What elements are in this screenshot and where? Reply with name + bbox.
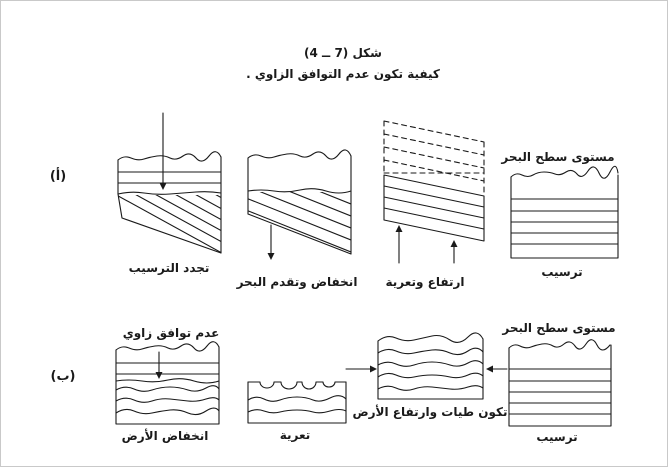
- arrow-head: [486, 366, 493, 373]
- unconformity-line: [116, 379, 219, 383]
- box-edges: [248, 382, 346, 423]
- down-arrow-icon: [156, 352, 163, 379]
- eroded-strata-dashed-lines: [384, 121, 484, 195]
- panel-a-deposition-diagram: [511, 166, 618, 258]
- row-a-label: (أ): [49, 169, 67, 184]
- figure-title: [246, 43, 440, 85]
- angular-unconformity-label: عدم توافق زاوي: [122, 326, 220, 340]
- panel-b-folding-uplift-caption: تكون طيات وارتفاع الأرض: [352, 405, 508, 419]
- panel-a-subsidence-diagram: [231, 150, 361, 260]
- strata-lines: [116, 363, 219, 374]
- wavy-sea-top-line: [116, 342, 219, 351]
- eroded-fold-top-line: [248, 382, 346, 389]
- down-arrow-icon: [268, 225, 275, 260]
- left-arrow-icon: [486, 366, 507, 373]
- panel-a-subsidence-caption: انخفاض وتقدم البحر: [236, 275, 358, 289]
- arrow-head: [396, 225, 403, 232]
- figure-number: شكل (7 ــ 4): [304, 46, 382, 60]
- panel-a-uplift-erosion-caption: ارتفاع وتعرية: [385, 275, 465, 289]
- strata-lines: [511, 199, 618, 244]
- panel-b-land-subsidence-caption: انخفاض الأرض: [121, 429, 209, 443]
- up-arrow-icon: [396, 225, 403, 263]
- unconformity-line: [118, 192, 221, 195]
- arrow-head: [160, 183, 167, 190]
- arrow-head: [451, 240, 458, 247]
- box-edges: [511, 175, 618, 258]
- folded-strata-lines: [378, 348, 483, 390]
- wavy-sea-top-line: [509, 340, 610, 350]
- folded-strata-lines: [116, 386, 219, 415]
- panel-a-uplift-erosion-diagram: [384, 121, 484, 263]
- panel-b-deposition-caption: ترسيب: [536, 430, 578, 444]
- right-arrow-icon: [346, 366, 377, 373]
- up-arrow-icon: [451, 240, 458, 263]
- arrow-head: [268, 253, 275, 260]
- sea-level-label: مستوى سطح البحر: [502, 321, 616, 335]
- wavy-sea-top-line: [511, 166, 618, 178]
- row-b-label: (ب): [50, 369, 76, 384]
- sea-level-label: مستوى سطح البحر: [501, 150, 615, 164]
- arrow-head: [156, 372, 163, 379]
- wavy-top-line: [378, 333, 483, 342]
- folded-strata-lines: [248, 396, 346, 413]
- wavy-sea-top-line: [118, 152, 221, 161]
- panel-b-erosion-caption: تعرية: [279, 428, 311, 442]
- erosion-surface-line: [248, 189, 351, 193]
- box-edges: [118, 157, 221, 253]
- figure-caption: كيفية تكون عدم التوافق الزاوي .: [246, 67, 440, 81]
- tilted-strata-lines: [231, 156, 361, 256]
- arrow-head: [370, 366, 377, 373]
- panel-a-renewed-deposition-caption: تجدد الترسيب: [128, 261, 210, 275]
- box-edges: [378, 339, 483, 399]
- down-arrow-icon: [160, 113, 167, 190]
- panel-b-land-subsidence-diagram: [116, 342, 219, 424]
- panel-b-folding-uplift-diagram: [346, 333, 483, 399]
- wavy-sea-top-line: [248, 150, 351, 159]
- panel-a-deposition-caption: ترسيب: [541, 265, 583, 279]
- strata-lines: [509, 369, 611, 414]
- panel-b-erosion-diagram: [248, 382, 346, 423]
- strata-lines: [118, 172, 221, 183]
